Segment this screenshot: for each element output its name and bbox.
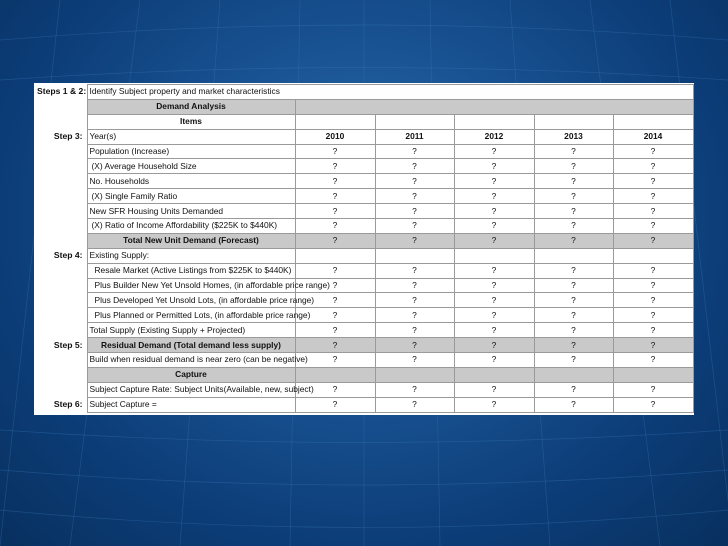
value-cell: ? bbox=[534, 382, 613, 397]
row-label: Build when residual demand is near zero (can be negative) bbox=[87, 353, 295, 368]
row-label: Existing Supply: bbox=[87, 248, 295, 263]
value-cell: ? bbox=[375, 382, 454, 397]
demand-analysis-sheet bbox=[34, 83, 694, 415]
value-cell: ? bbox=[454, 174, 534, 189]
year-cell: 2010 bbox=[295, 129, 375, 144]
value-cell: ? bbox=[454, 189, 534, 204]
value-cell: ? bbox=[295, 293, 375, 308]
value-cell: ? bbox=[534, 278, 613, 293]
value-cell: ? bbox=[295, 263, 375, 278]
value-cell: ? bbox=[454, 144, 534, 159]
value-cell bbox=[534, 248, 613, 263]
value-cell: ? bbox=[613, 293, 693, 308]
value-cell: ? bbox=[295, 278, 375, 293]
demand-analysis-table bbox=[35, 84, 694, 413]
value-cell: ? bbox=[613, 204, 693, 219]
row-label: Capture bbox=[87, 367, 295, 382]
row-label: (X) Single Family Ratio bbox=[87, 189, 295, 204]
value-cell: ? bbox=[613, 159, 693, 174]
value-cell: ? bbox=[375, 189, 454, 204]
row-label: Residual Demand (Total demand less supply) bbox=[87, 338, 295, 353]
value-cell bbox=[613, 248, 693, 263]
value-cell: ? bbox=[295, 353, 375, 368]
value-cell: ? bbox=[534, 263, 613, 278]
identify-text: Identify Subject property and market characteristics bbox=[87, 85, 693, 100]
row-label: Plus Planned or Permitted Lots, (in affordable price range) bbox=[87, 308, 295, 323]
table-row bbox=[35, 338, 693, 353]
table-row bbox=[35, 308, 693, 323]
table-row bbox=[35, 323, 693, 338]
step-label: Step 6: bbox=[53, 399, 83, 410]
value-cell: ? bbox=[534, 189, 613, 204]
value-cell: ? bbox=[534, 144, 613, 159]
value-cell bbox=[375, 248, 454, 263]
year-cell: 2014 bbox=[613, 129, 693, 144]
value-cell: ? bbox=[295, 174, 375, 189]
value-cell: ? bbox=[295, 233, 375, 248]
value-cell: ? bbox=[375, 308, 454, 323]
value-cell: ? bbox=[375, 263, 454, 278]
value-cell: ? bbox=[454, 233, 534, 248]
value-cell: ? bbox=[454, 263, 534, 278]
value-cell: ? bbox=[613, 397, 693, 412]
demand-analysis-title: Demand Analysis bbox=[87, 99, 295, 114]
value-cell: ? bbox=[534, 219, 613, 234]
value-cell: ? bbox=[534, 397, 613, 412]
step-label: Steps 1 & 2: bbox=[37, 86, 87, 97]
value-cell: ? bbox=[454, 278, 534, 293]
value-cell: ? bbox=[375, 204, 454, 219]
row-label: Subject Capture = bbox=[87, 397, 295, 412]
value-cell: ? bbox=[454, 219, 534, 234]
value-cell: ? bbox=[534, 338, 613, 353]
year-cell: 2011 bbox=[375, 129, 454, 144]
value-cell: ? bbox=[454, 382, 534, 397]
demand-analysis-header-row bbox=[35, 99, 693, 114]
value-cell: ? bbox=[375, 278, 454, 293]
value-cell: ? bbox=[375, 338, 454, 353]
year-cell: 2013 bbox=[534, 129, 613, 144]
year-cell: 2012 bbox=[454, 129, 534, 144]
value-cell: ? bbox=[375, 293, 454, 308]
value-cell: ? bbox=[375, 323, 454, 338]
value-cell: ? bbox=[613, 233, 693, 248]
row-label: Population (Increase) bbox=[87, 144, 295, 159]
items-title: Items bbox=[87, 114, 295, 129]
value-cell: ? bbox=[613, 338, 693, 353]
step-label: Step 4: bbox=[53, 250, 83, 261]
value-cell: ? bbox=[454, 353, 534, 368]
row-label: No. Households bbox=[87, 174, 295, 189]
value-cell: ? bbox=[295, 144, 375, 159]
value-cell bbox=[295, 248, 375, 263]
value-cell: ? bbox=[534, 323, 613, 338]
table-row bbox=[35, 382, 693, 397]
row-label: (X) Average Household Size bbox=[87, 159, 295, 174]
table-row bbox=[35, 233, 693, 248]
value-cell: ? bbox=[454, 293, 534, 308]
value-cell: ? bbox=[295, 338, 375, 353]
value-cell: ? bbox=[454, 397, 534, 412]
value-cell: ? bbox=[295, 189, 375, 204]
value-cell: ? bbox=[613, 219, 693, 234]
value-cell: ? bbox=[454, 204, 534, 219]
row-label: (X) Ratio of Income Affordability ($225K to $440K) bbox=[87, 219, 295, 234]
value-cell: ? bbox=[375, 353, 454, 368]
value-cell: ? bbox=[454, 159, 534, 174]
value-cell bbox=[613, 367, 693, 382]
value-cell: ? bbox=[295, 159, 375, 174]
value-cell: ? bbox=[613, 189, 693, 204]
table-row bbox=[35, 144, 693, 159]
value-cell: ? bbox=[613, 144, 693, 159]
table-row bbox=[35, 204, 693, 219]
table-row bbox=[35, 278, 693, 293]
table-row bbox=[35, 367, 693, 382]
value-cell: ? bbox=[454, 323, 534, 338]
table-row bbox=[35, 293, 693, 308]
value-cell: ? bbox=[613, 308, 693, 323]
value-cell: ? bbox=[295, 397, 375, 412]
value-cell: ? bbox=[613, 382, 693, 397]
value-cell: ? bbox=[295, 308, 375, 323]
table-row bbox=[35, 219, 693, 234]
years-label: Year(s) bbox=[87, 129, 295, 144]
row-label: New SFR Housing Units Demanded bbox=[87, 204, 295, 219]
row-label: Plus Builder New Yet Unsold Homes, (in affordable price range) bbox=[87, 278, 295, 293]
value-cell: ? bbox=[534, 233, 613, 248]
value-cell bbox=[375, 367, 454, 382]
value-cell: ? bbox=[375, 397, 454, 412]
value-cell: ? bbox=[454, 338, 534, 353]
identify-row bbox=[35, 85, 693, 100]
value-cell: ? bbox=[613, 323, 693, 338]
value-cell: ? bbox=[375, 174, 454, 189]
value-cell: ? bbox=[454, 308, 534, 323]
value-cell bbox=[534, 367, 613, 382]
value-cell: ? bbox=[534, 293, 613, 308]
value-cell: ? bbox=[534, 159, 613, 174]
table-row bbox=[35, 353, 693, 368]
value-cell: ? bbox=[375, 159, 454, 174]
step-label: Step 3: bbox=[53, 131, 83, 142]
row-label: Subject Capture Rate: Subject Units(Available, new, subject) bbox=[87, 382, 295, 397]
value-cell: ? bbox=[295, 204, 375, 219]
items-header-row bbox=[35, 114, 693, 129]
value-cell bbox=[454, 367, 534, 382]
table-row bbox=[35, 248, 693, 263]
value-cell: ? bbox=[375, 233, 454, 248]
value-cell: ? bbox=[534, 174, 613, 189]
value-cell: ? bbox=[613, 353, 693, 368]
table-row bbox=[35, 397, 693, 412]
step-label: Step 5: bbox=[53, 339, 83, 350]
value-cell bbox=[454, 248, 534, 263]
value-cell: ? bbox=[295, 382, 375, 397]
value-cell: ? bbox=[613, 263, 693, 278]
value-cell: ? bbox=[295, 323, 375, 338]
row-label: Resale Market (Active Listings from $225K to $440K) bbox=[87, 263, 295, 278]
value-cell bbox=[295, 367, 375, 382]
value-cell: ? bbox=[295, 219, 375, 234]
value-cell: ? bbox=[375, 144, 454, 159]
value-cell: ? bbox=[613, 278, 693, 293]
years-row bbox=[35, 129, 693, 144]
value-cell: ? bbox=[534, 308, 613, 323]
value-cell: ? bbox=[375, 219, 454, 234]
row-label: Plus Developed Yet Unsold Lots, (in affordable price range) bbox=[87, 293, 295, 308]
table-row bbox=[35, 159, 693, 174]
table-row bbox=[35, 189, 693, 204]
table-row bbox=[35, 263, 693, 278]
value-cell: ? bbox=[534, 353, 613, 368]
row-label: Total New Unit Demand (Forecast) bbox=[87, 233, 295, 248]
row-label: Total Supply (Existing Supply + Projected) bbox=[87, 323, 295, 338]
table-row bbox=[35, 174, 693, 189]
value-cell: ? bbox=[534, 204, 613, 219]
value-cell: ? bbox=[613, 174, 693, 189]
